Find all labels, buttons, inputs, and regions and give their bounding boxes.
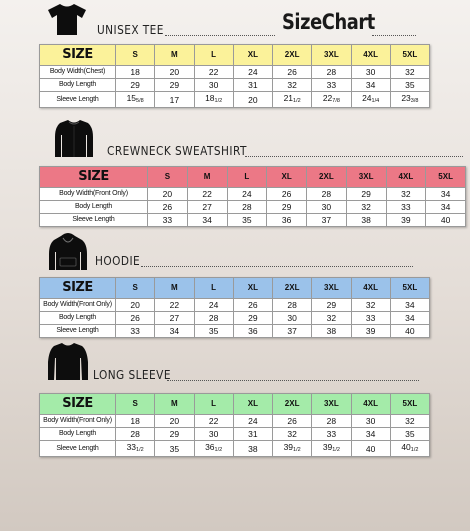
measurement-cell xyxy=(233,415,272,428)
measurement-whole: 31 xyxy=(248,429,258,439)
measurement-whole: 29 xyxy=(281,202,292,212)
measurement-whole: 23 xyxy=(401,93,411,103)
table-header-row xyxy=(40,394,430,415)
row-label: Body Width(Front Only) xyxy=(40,299,116,312)
size-header-cell: 2XL xyxy=(273,278,312,299)
title-dotted-leader xyxy=(165,35,275,36)
size-header-cell: M xyxy=(155,394,194,415)
measurement-whole: 40 xyxy=(365,443,376,454)
measurement-cell xyxy=(233,428,272,441)
measurement-whole: 24 xyxy=(208,300,219,310)
measurement-cell xyxy=(116,66,155,79)
measurement-cell xyxy=(273,79,312,92)
measurement-whole: 26 xyxy=(287,67,297,77)
measurement-whole: 26 xyxy=(130,313,140,323)
measurement-cell xyxy=(194,92,233,108)
size-header-cell: M xyxy=(187,167,227,188)
measurement-cell xyxy=(233,79,272,92)
measurement-cell xyxy=(155,415,194,428)
measurement-cell xyxy=(194,428,233,441)
measurement-whole: 30 xyxy=(208,429,219,439)
measurement-cell xyxy=(116,415,155,428)
table-header-row xyxy=(40,278,430,299)
long-sleeve-icon xyxy=(46,340,90,382)
measurement-cell xyxy=(312,441,351,457)
measurement-whole: 33 xyxy=(126,442,137,452)
measurement-cell xyxy=(155,299,194,312)
title-dotted-leader xyxy=(372,35,416,36)
hoodie-icon xyxy=(47,232,89,272)
measurement-whole: 28 xyxy=(326,67,337,77)
measurement-whole: 35 xyxy=(169,443,180,454)
measurement-cell xyxy=(312,325,351,338)
measurement-cell xyxy=(116,92,155,108)
measurement-cell xyxy=(233,66,272,79)
measurement-whole: 39 xyxy=(401,215,411,225)
measurement-whole: 18 xyxy=(130,416,140,426)
size-column-header: SIZE xyxy=(40,167,148,188)
measurement-cell xyxy=(426,201,466,214)
measurement-cell xyxy=(267,214,307,227)
measurement-cell xyxy=(351,66,390,79)
measurement-cell xyxy=(267,188,307,201)
size-header-cell: 4XL xyxy=(351,394,390,415)
measurement-whole: 29 xyxy=(326,300,337,310)
measurement-whole: 28 xyxy=(130,429,140,439)
size-header-cell: 3XL xyxy=(312,394,351,415)
measurement-cell xyxy=(194,312,233,325)
measurement-cell xyxy=(351,441,390,457)
size-header-cell: XL xyxy=(233,278,272,299)
measurement-whole: 22 xyxy=(202,189,212,199)
measurement-whole: 37 xyxy=(287,326,297,336)
measurement-cell xyxy=(116,428,155,441)
measurement-whole: 29 xyxy=(169,429,180,439)
measurement-cell xyxy=(155,79,194,92)
measurement-whole: 34 xyxy=(365,80,376,90)
measurement-whole: 39 xyxy=(322,442,333,452)
measurement-whole: 28 xyxy=(321,189,332,199)
measurement-whole: 30 xyxy=(365,67,376,77)
row-label: Sleeve Length xyxy=(40,441,116,457)
measurement-whole: 26 xyxy=(287,416,297,426)
measurement-whole: 32 xyxy=(287,429,297,439)
measurement-whole: 33 xyxy=(162,215,173,225)
title-dotted-leader xyxy=(141,266,413,267)
size-header-cell: 3XL xyxy=(312,278,351,299)
table-row xyxy=(40,428,430,441)
size-table-long-sleeve xyxy=(39,393,430,457)
measurement-cell xyxy=(273,441,312,457)
measurement-whole: 38 xyxy=(248,443,258,454)
size-header-cell: 2XL xyxy=(273,394,312,415)
measurement-cell xyxy=(155,92,194,108)
section-title-crewneck: CREWNECK SWEATSHIRT xyxy=(107,144,247,158)
measurement-whole: 26 xyxy=(248,300,258,310)
measurement-fraction: 1/2 xyxy=(332,447,340,453)
measurement-cell xyxy=(233,312,272,325)
measurement-whole: 28 xyxy=(326,416,337,426)
measurement-cell xyxy=(116,325,155,338)
size-column-header: SIZE xyxy=(40,45,116,66)
measurement-fraction: 1/2 xyxy=(293,98,301,104)
measurement-cell xyxy=(312,92,351,108)
size-header-cell: L xyxy=(194,278,233,299)
title-dotted-leader xyxy=(245,156,463,157)
measurement-cell xyxy=(273,66,312,79)
measurement-cell xyxy=(386,201,426,214)
sweatshirt-icon xyxy=(53,117,95,159)
measurement-cell xyxy=(390,92,429,108)
measurement-cell xyxy=(116,312,155,325)
size-header-cell: 5XL xyxy=(390,278,429,299)
measurement-whole: 32 xyxy=(361,202,371,212)
measurement-cell xyxy=(233,92,272,108)
measurement-whole: 40 xyxy=(440,215,451,225)
measurement-cell xyxy=(116,79,155,92)
measurement-whole: 37 xyxy=(321,215,332,225)
measurement-whole: 33 xyxy=(326,429,337,439)
table-row xyxy=(40,299,430,312)
section-title-hoodie: HOODIE xyxy=(95,254,141,268)
measurement-whole: 27 xyxy=(202,202,212,212)
measurement-whole: 28 xyxy=(242,202,252,212)
measurement-whole: 33 xyxy=(365,313,376,323)
measurement-whole: 34 xyxy=(365,429,376,439)
measurement-cell xyxy=(273,299,312,312)
measurement-cell xyxy=(386,214,426,227)
measurement-whole: 32 xyxy=(326,313,337,323)
row-label: Body Width(Front Only) xyxy=(40,188,148,201)
measurement-cell xyxy=(426,214,466,227)
size-header-cell: 2XL xyxy=(307,167,347,188)
measurement-cell xyxy=(312,428,351,441)
measurement-cell xyxy=(273,325,312,338)
measurement-whole: 35 xyxy=(405,429,415,439)
table-header-row xyxy=(40,167,466,188)
row-label: Body Length xyxy=(40,201,148,214)
measurement-whole: 33 xyxy=(326,80,337,90)
measurement-whole: 20 xyxy=(130,300,140,310)
measurement-cell xyxy=(312,415,351,428)
size-header-cell: 5XL xyxy=(390,45,429,66)
size-header-cell: S xyxy=(148,167,188,188)
measurement-whole: 36 xyxy=(205,442,215,452)
measurement-cell xyxy=(351,415,390,428)
measurement-cell xyxy=(390,299,429,312)
measurement-cell xyxy=(194,415,233,428)
measurement-cell xyxy=(155,312,194,325)
measurement-whole: 32 xyxy=(405,67,415,77)
measurement-cell xyxy=(312,299,351,312)
measurement-cell xyxy=(312,312,351,325)
size-header-cell: 3XL xyxy=(312,45,351,66)
measurement-whole: 34 xyxy=(405,300,415,310)
size-header-cell: 4XL xyxy=(386,167,426,188)
measurement-cell xyxy=(227,214,267,227)
measurement-whole: 30 xyxy=(365,416,376,426)
measurement-whole: 38 xyxy=(361,215,371,225)
measurement-cell xyxy=(346,201,386,214)
measurement-whole: 20 xyxy=(248,94,258,105)
measurement-cell xyxy=(346,214,386,227)
measurement-cell xyxy=(155,428,194,441)
measurement-cell xyxy=(116,441,155,457)
measurement-whole: 26 xyxy=(162,202,173,212)
measurement-cell xyxy=(155,66,194,79)
measurement-whole: 39 xyxy=(283,442,294,452)
table-header-row xyxy=(40,45,430,66)
measurement-cell xyxy=(273,312,312,325)
measurement-cell xyxy=(351,79,390,92)
table-row xyxy=(40,66,430,79)
measurement-cell xyxy=(390,428,429,441)
measurement-whole: 34 xyxy=(440,189,451,199)
measurement-whole: 35 xyxy=(208,326,219,336)
size-header-cell: M xyxy=(155,45,194,66)
measurement-whole: 33 xyxy=(401,202,411,212)
measurement-fraction: 5/8 xyxy=(136,98,144,104)
measurement-cell xyxy=(227,201,267,214)
measurement-cell xyxy=(307,214,347,227)
measurement-cell xyxy=(273,428,312,441)
size-table-hoodie xyxy=(39,277,430,338)
measurement-fraction: 1/4 xyxy=(371,98,380,104)
measurement-whole: 31 xyxy=(248,80,258,90)
measurement-cell xyxy=(312,79,351,92)
size-header-cell: M xyxy=(155,278,194,299)
measurement-cell xyxy=(390,312,429,325)
measurement-cell xyxy=(187,188,227,201)
measurement-cell xyxy=(390,441,429,457)
size-header-cell: 4XL xyxy=(351,278,390,299)
measurement-cell xyxy=(390,79,429,92)
size-table-crewneck xyxy=(39,166,466,227)
measurement-whole: 40 xyxy=(401,442,411,452)
row-label: Body Width(Front Only) xyxy=(40,415,116,428)
row-label: Body Length xyxy=(40,79,116,92)
row-label: Body Length xyxy=(40,428,116,441)
measurement-cell xyxy=(194,79,233,92)
size-header-cell: 5XL xyxy=(390,394,429,415)
measurement-cell xyxy=(426,188,466,201)
measurement-cell xyxy=(307,188,347,201)
measurement-whole: 24 xyxy=(362,93,372,103)
measurement-whole: 32 xyxy=(405,416,415,426)
measurement-whole: 38 xyxy=(326,326,337,336)
measurement-cell xyxy=(351,428,390,441)
measurement-cell xyxy=(233,441,272,457)
measurement-fraction: 1/2 xyxy=(214,98,223,104)
measurement-cell xyxy=(390,325,429,338)
size-header-cell: 5XL xyxy=(426,167,466,188)
table-row xyxy=(40,201,466,214)
measurement-cell xyxy=(194,325,233,338)
table-row xyxy=(40,415,430,428)
size-header-cell: S xyxy=(116,45,155,66)
measurement-whole: 35 xyxy=(405,80,415,90)
measurement-whole: 22 xyxy=(169,300,180,310)
measurement-whole: 29 xyxy=(248,313,258,323)
table-row xyxy=(40,441,430,457)
measurement-cell xyxy=(187,201,227,214)
measurement-cell xyxy=(116,299,155,312)
size-header-cell: XL xyxy=(233,394,272,415)
measurement-whole: 34 xyxy=(169,326,180,336)
measurement-fraction: 1/2 xyxy=(293,447,301,453)
table-row xyxy=(40,188,466,201)
measurement-whole: 28 xyxy=(287,300,297,310)
table-row xyxy=(40,92,430,108)
measurement-cell xyxy=(155,441,194,457)
measurement-whole: 24 xyxy=(248,416,258,426)
measurement-cell xyxy=(273,92,312,108)
size-header-cell: XL xyxy=(267,167,307,188)
measurement-whole: 32 xyxy=(365,300,376,310)
measurement-cell xyxy=(386,188,426,201)
measurement-cell xyxy=(351,312,390,325)
measurement-whole: 29 xyxy=(361,189,371,199)
size-header-cell: S xyxy=(116,394,155,415)
measurement-whole: 28 xyxy=(208,313,219,323)
measurement-whole: 30 xyxy=(287,313,297,323)
measurement-whole: 32 xyxy=(401,189,411,199)
size-header-cell: 4XL xyxy=(351,45,390,66)
measurement-whole: 34 xyxy=(440,202,451,212)
measurement-cell xyxy=(312,66,351,79)
measurement-whole: 17 xyxy=(169,94,180,105)
measurement-cell xyxy=(346,188,386,201)
table-row xyxy=(40,79,430,92)
measurement-fraction: 3/8 xyxy=(410,98,419,104)
row-label: Body Length xyxy=(40,312,116,325)
measurement-whole: 32 xyxy=(287,80,297,90)
size-header-cell: L xyxy=(194,394,233,415)
measurement-whole: 39 xyxy=(365,326,376,336)
measurement-whole: 26 xyxy=(281,189,292,199)
measurement-cell xyxy=(227,188,267,201)
measurement-whole: 33 xyxy=(130,326,140,336)
size-header-cell: L xyxy=(227,167,267,188)
measurement-whole: 36 xyxy=(248,326,258,336)
table-row xyxy=(40,214,466,227)
measurement-whole: 18 xyxy=(205,93,215,103)
measurement-fraction: 1/2 xyxy=(410,447,419,453)
row-label: Sleeve Length xyxy=(40,325,116,338)
measurement-cell xyxy=(194,441,233,457)
measurement-whole: 22 xyxy=(208,67,219,77)
measurement-fraction: 1/2 xyxy=(136,447,144,453)
size-header-cell: 2XL xyxy=(273,45,312,66)
measurement-cell xyxy=(233,299,272,312)
measurement-whole: 24 xyxy=(242,189,252,199)
measurement-whole: 30 xyxy=(321,202,332,212)
section-title-long-sleeve: LONG SLEEVE xyxy=(93,368,171,382)
measurement-whole: 20 xyxy=(169,416,180,426)
measurement-whole: 20 xyxy=(169,67,180,77)
section-title-unisex-tee: UNISEX TEE xyxy=(97,23,164,37)
size-header-cell: 3XL xyxy=(346,167,386,188)
measurement-cell xyxy=(155,325,194,338)
measurement-cell xyxy=(351,299,390,312)
measurement-whole: 21 xyxy=(283,93,294,103)
measurement-whole: 29 xyxy=(130,80,140,90)
measurement-cell xyxy=(273,415,312,428)
size-table-unisex-tee xyxy=(39,44,430,108)
measurement-cell xyxy=(148,188,188,201)
size-column-header: SIZE xyxy=(40,394,116,415)
measurement-whole: 40 xyxy=(405,326,415,336)
measurement-whole: 27 xyxy=(169,313,180,323)
row-label: Sleeve Length xyxy=(40,214,148,227)
table-row xyxy=(40,312,430,325)
measurement-whole: 30 xyxy=(208,80,219,90)
measurement-whole: 18 xyxy=(130,67,140,77)
tshirt-icon xyxy=(46,2,88,36)
measurement-fraction: 7/8 xyxy=(332,98,340,104)
measurement-whole: 20 xyxy=(162,189,173,199)
size-chart-title: SizeChart xyxy=(282,10,375,34)
measurement-cell xyxy=(390,415,429,428)
measurement-cell xyxy=(148,214,188,227)
measurement-whole: 34 xyxy=(202,215,212,225)
measurement-cell xyxy=(351,325,390,338)
measurement-whole: 24 xyxy=(248,67,258,77)
measurement-cell xyxy=(233,325,272,338)
size-header-cell: XL xyxy=(233,45,272,66)
size-column-header: SIZE xyxy=(40,278,116,299)
measurement-cell xyxy=(267,201,307,214)
measurement-cell xyxy=(307,201,347,214)
table-row xyxy=(40,325,430,338)
measurement-cell xyxy=(351,92,390,108)
measurement-whole: 15 xyxy=(126,93,137,103)
measurement-cell xyxy=(187,214,227,227)
measurement-fraction: 1/2 xyxy=(214,447,223,453)
title-dotted-leader xyxy=(167,380,419,381)
measurement-whole: 34 xyxy=(405,313,415,323)
row-label: Sleeve Length xyxy=(40,92,116,108)
measurement-whole: 35 xyxy=(242,215,252,225)
measurement-cell xyxy=(390,66,429,79)
row-label: Body Width(Chest) xyxy=(40,66,116,79)
measurement-whole: 29 xyxy=(169,80,180,90)
size-header-cell: S xyxy=(116,278,155,299)
measurement-whole: 36 xyxy=(281,215,292,225)
measurement-whole: 22 xyxy=(208,416,219,426)
measurement-cell xyxy=(148,201,188,214)
measurement-cell xyxy=(194,299,233,312)
size-header-cell: L xyxy=(194,45,233,66)
measurement-cell xyxy=(194,66,233,79)
measurement-whole: 22 xyxy=(322,93,333,103)
